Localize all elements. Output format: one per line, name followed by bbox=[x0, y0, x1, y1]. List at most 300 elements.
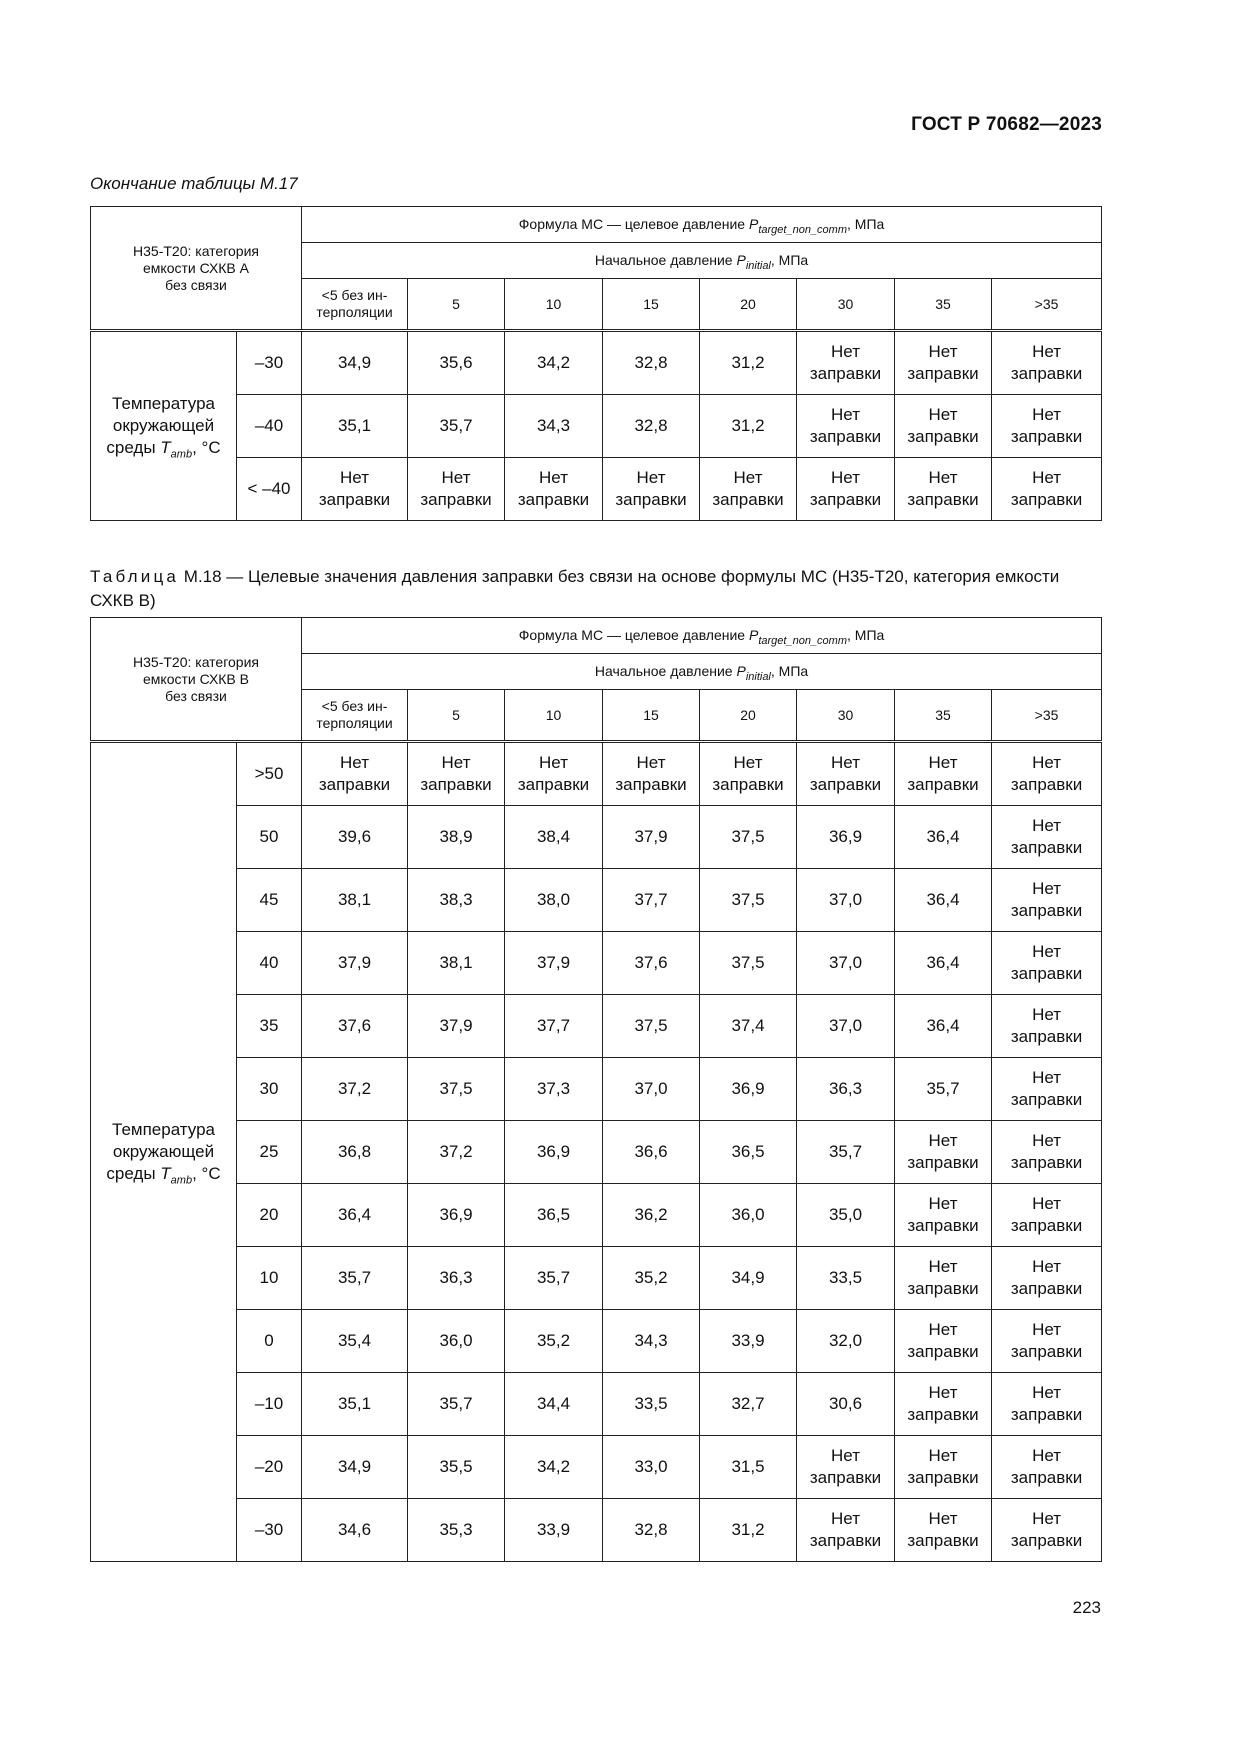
no-refuel-cell bbox=[895, 1499, 992, 1562]
no-refuel-line: заправки bbox=[1010, 1405, 1083, 1424]
no-refuel-line: Нет bbox=[831, 753, 860, 772]
temperature-cell: 45 bbox=[237, 869, 302, 932]
no-refuel-line: Нет bbox=[831, 468, 860, 487]
column-header: 35 bbox=[895, 690, 992, 742]
initial-pressure-subscript: initial bbox=[745, 670, 771, 683]
header-row bbox=[91, 618, 1102, 654]
initial-pressure-prefix: Начальное давление bbox=[594, 663, 737, 679]
temperature-cell: 30 bbox=[237, 1058, 302, 1121]
no-refuel-cell bbox=[992, 1436, 1102, 1499]
value-cell: 37,9 bbox=[505, 932, 603, 995]
corner-header-line: емкости СХКВ В bbox=[143, 670, 249, 687]
initial-pressure-symbol: P bbox=[736, 663, 746, 679]
corner-header-line: Н35-Т20: категория bbox=[133, 242, 259, 259]
no-refuel-cell bbox=[992, 932, 1102, 995]
temperature-cell: < –40 bbox=[237, 458, 302, 521]
formula-header-cell bbox=[302, 618, 1102, 654]
no-refuel-line: заправки bbox=[1010, 364, 1083, 383]
no-refuel-line: заправки bbox=[1010, 1090, 1083, 1109]
initial-pressure-suffix: , МПа bbox=[770, 252, 809, 268]
column-header bbox=[302, 279, 408, 331]
column-header: 15 bbox=[603, 279, 700, 331]
no-refuel-cell bbox=[603, 458, 700, 521]
value-cell: 36,5 bbox=[700, 1121, 797, 1184]
no-refuel-line: заправки bbox=[420, 775, 492, 794]
value-cell: 36,2 bbox=[603, 1184, 700, 1247]
no-refuel-cell bbox=[992, 1499, 1102, 1562]
table-row bbox=[91, 742, 1102, 806]
formula-subscript: target_non_comm bbox=[758, 634, 848, 647]
no-refuel-line: заправки bbox=[809, 427, 882, 446]
no-refuel-line: заправки bbox=[1010, 427, 1083, 446]
no-refuel-cell bbox=[992, 1058, 1102, 1121]
no-refuel-line: Нет bbox=[928, 1257, 958, 1276]
no-refuel-line: заправки bbox=[318, 775, 391, 794]
value-cell: 37,0 bbox=[603, 1058, 700, 1121]
no-refuel-cell bbox=[992, 1184, 1102, 1247]
no-refuel-line: Нет bbox=[928, 1446, 958, 1465]
no-refuel-line: Нет bbox=[928, 468, 958, 487]
no-refuel-line: Нет bbox=[928, 1194, 958, 1213]
value-cell: 36,4 bbox=[895, 869, 992, 932]
value-cell: 37,3 bbox=[505, 1058, 603, 1121]
value-cell: 37,6 bbox=[603, 932, 700, 995]
value-cell: 31,2 bbox=[700, 331, 797, 395]
formula-suffix: , МПа bbox=[847, 627, 885, 643]
value-cell: 34,9 bbox=[302, 331, 408, 395]
formula-subscript: target_non_comm bbox=[758, 223, 848, 236]
value-cell: 36,9 bbox=[505, 1121, 603, 1184]
no-refuel-line: Нет bbox=[1032, 1005, 1062, 1024]
table-row bbox=[91, 331, 1102, 395]
value-cell: 37,2 bbox=[302, 1058, 408, 1121]
no-refuel-line: заправки bbox=[712, 775, 784, 794]
table-row bbox=[91, 1121, 1102, 1184]
no-refuel-cell bbox=[992, 331, 1102, 395]
row-header-subscript: amb bbox=[170, 1174, 193, 1187]
no-refuel-cell bbox=[992, 1373, 1102, 1436]
value-cell: 34,6 bbox=[302, 1499, 408, 1562]
no-refuel-cell bbox=[797, 742, 895, 806]
no-refuel-line: Нет bbox=[1032, 879, 1062, 898]
column-header: 10 bbox=[505, 690, 603, 742]
row-header-symbol: T bbox=[160, 438, 171, 457]
table-row bbox=[91, 1058, 1102, 1121]
value-cell: 36,4 bbox=[895, 806, 992, 869]
column-header: >35 bbox=[992, 690, 1102, 742]
value-cell: 37,2 bbox=[408, 1121, 505, 1184]
no-refuel-line: Нет bbox=[831, 1509, 860, 1528]
no-refuel-line: Нет bbox=[340, 753, 369, 772]
value-cell: 37,9 bbox=[302, 932, 408, 995]
value-cell: 36,9 bbox=[797, 806, 895, 869]
no-refuel-line: заправки bbox=[907, 490, 979, 509]
row-header-subscript: amb bbox=[170, 448, 193, 461]
no-refuel-line: заправки bbox=[615, 490, 687, 509]
no-refuel-line: Нет bbox=[1032, 1509, 1062, 1528]
value-cell: 37,5 bbox=[700, 869, 797, 932]
temperature-cell: 20 bbox=[237, 1184, 302, 1247]
value-cell: 35,1 bbox=[302, 395, 408, 458]
no-refuel-line: Нет bbox=[340, 468, 369, 487]
value-cell: 31,2 bbox=[700, 1499, 797, 1562]
header-row bbox=[91, 207, 1102, 243]
row-header-line: Температура bbox=[112, 394, 215, 413]
no-refuel-line: заправки bbox=[1010, 901, 1083, 920]
value-cell: 37,5 bbox=[700, 806, 797, 869]
no-refuel-line: заправки bbox=[1010, 1153, 1083, 1172]
value-cell: 32,8 bbox=[603, 395, 700, 458]
initial-pressure-symbol: P bbox=[736, 252, 746, 268]
no-refuel-line: Нет bbox=[1032, 1383, 1062, 1402]
no-refuel-line: заправки bbox=[907, 364, 979, 383]
row-header-suffix: , °С bbox=[192, 438, 221, 457]
no-refuel-cell bbox=[895, 1121, 992, 1184]
no-refuel-cell bbox=[992, 1121, 1102, 1184]
value-cell: 36,4 bbox=[302, 1184, 408, 1247]
no-refuel-line: Нет bbox=[928, 753, 958, 772]
value-cell: 37,7 bbox=[603, 869, 700, 932]
no-refuel-cell bbox=[992, 395, 1102, 458]
value-cell: 35,7 bbox=[797, 1121, 895, 1184]
value-cell: 34,2 bbox=[505, 331, 603, 395]
formula-prefix: Формула МС — целевое давление bbox=[518, 627, 749, 643]
row-header-symbol: T bbox=[160, 1164, 171, 1183]
value-cell: 35,6 bbox=[408, 331, 505, 395]
no-refuel-line: заправки bbox=[907, 1216, 979, 1235]
value-cell: 35,7 bbox=[895, 1058, 992, 1121]
table-row bbox=[91, 869, 1102, 932]
no-refuel-line: Нет bbox=[636, 753, 666, 772]
column-header-line: <5 без ин- bbox=[321, 287, 388, 303]
column-header bbox=[302, 690, 408, 742]
no-refuel-cell bbox=[797, 458, 895, 521]
no-refuel-line: заправки bbox=[1010, 490, 1083, 509]
no-refuel-line: Нет bbox=[928, 342, 958, 361]
value-cell: 38,1 bbox=[408, 932, 505, 995]
no-refuel-cell bbox=[992, 995, 1102, 1058]
no-refuel-cell bbox=[797, 1436, 895, 1499]
value-cell: 33,9 bbox=[505, 1499, 603, 1562]
value-cell: 35,2 bbox=[505, 1310, 603, 1373]
value-cell: 37,7 bbox=[505, 995, 603, 1058]
no-refuel-line: заправки bbox=[907, 775, 979, 794]
no-refuel-line: заправки bbox=[1010, 838, 1083, 857]
no-refuel-line: Нет bbox=[1032, 816, 1062, 835]
value-cell: 32,0 bbox=[797, 1310, 895, 1373]
no-refuel-line: заправки bbox=[907, 1531, 979, 1550]
no-refuel-line: Нет bbox=[441, 753, 471, 772]
column-header: 20 bbox=[700, 690, 797, 742]
value-cell: 37,0 bbox=[797, 869, 895, 932]
temperature-cell: –30 bbox=[237, 1499, 302, 1562]
no-refuel-cell bbox=[992, 458, 1102, 521]
value-cell: 31,5 bbox=[700, 1436, 797, 1499]
no-refuel-cell bbox=[895, 1247, 992, 1310]
no-refuel-line: Нет bbox=[539, 753, 568, 772]
no-refuel-line: заправки bbox=[1010, 1531, 1083, 1550]
no-refuel-cell bbox=[408, 458, 505, 521]
value-cell: 35,2 bbox=[603, 1247, 700, 1310]
no-refuel-line: Нет bbox=[1032, 1446, 1062, 1465]
no-refuel-line: заправки bbox=[809, 775, 882, 794]
no-refuel-line: Нет bbox=[1032, 405, 1062, 424]
no-refuel-line: заправки bbox=[1010, 1342, 1083, 1361]
column-header-line: терполяции bbox=[316, 715, 393, 731]
value-cell: 38,9 bbox=[408, 806, 505, 869]
value-cell: 37,9 bbox=[603, 806, 700, 869]
value-cell: 34,4 bbox=[505, 1373, 603, 1436]
table-title: М.18 — Целевые значения давления заправки без связи на основе формулы МС (Н35-Т20, категория емкости СХКВ В) bbox=[90, 567, 1060, 610]
formula-prefix: Формула МС — целевое давление bbox=[518, 216, 749, 232]
no-refuel-cell bbox=[700, 458, 797, 521]
no-refuel-line: Нет bbox=[831, 1446, 860, 1465]
no-refuel-line: заправки bbox=[1010, 964, 1083, 983]
no-refuel-line: Нет bbox=[928, 1320, 958, 1339]
row-header-prefix: среды bbox=[106, 438, 161, 457]
table-m18 bbox=[90, 617, 1102, 1562]
no-refuel-line: заправки bbox=[809, 490, 882, 509]
no-refuel-cell bbox=[895, 1310, 992, 1373]
no-refuel-cell bbox=[505, 458, 603, 521]
temperature-cell: –30 bbox=[237, 331, 302, 395]
table-row bbox=[91, 806, 1102, 869]
no-refuel-cell bbox=[797, 1499, 895, 1562]
no-refuel-line: Нет bbox=[733, 468, 763, 487]
table-18-caption bbox=[90, 565, 1101, 613]
no-refuel-cell bbox=[603, 742, 700, 806]
value-cell: 37,0 bbox=[797, 932, 895, 995]
no-refuel-line: заправки bbox=[1010, 1027, 1083, 1046]
value-cell: 36,0 bbox=[700, 1184, 797, 1247]
temperature-cell: –20 bbox=[237, 1436, 302, 1499]
row-header-line: окружающей bbox=[112, 416, 215, 435]
table-row bbox=[91, 458, 1102, 521]
column-header-line: <5 без ин- bbox=[321, 698, 388, 714]
no-refuel-line: заправки bbox=[1010, 1279, 1083, 1298]
no-refuel-line: Нет bbox=[539, 468, 568, 487]
value-cell: 35,3 bbox=[408, 1499, 505, 1562]
value-cell: 34,9 bbox=[302, 1436, 408, 1499]
table-label: Таблица bbox=[90, 567, 180, 586]
table-row bbox=[91, 395, 1102, 458]
value-cell: 34,9 bbox=[700, 1247, 797, 1310]
no-refuel-line: Нет bbox=[441, 468, 471, 487]
temperature-cell: 25 bbox=[237, 1121, 302, 1184]
no-refuel-line: Нет bbox=[1032, 1194, 1062, 1213]
no-refuel-line: заправки bbox=[712, 490, 784, 509]
initial-pressure-subscript: initial bbox=[745, 259, 771, 272]
value-cell: 36,9 bbox=[700, 1058, 797, 1121]
formula-symbol: P bbox=[749, 627, 759, 643]
row-header-line: окружающей bbox=[112, 1142, 215, 1161]
no-refuel-line: заправки bbox=[907, 1279, 979, 1298]
value-cell: 36,5 bbox=[505, 1184, 603, 1247]
row-header-line: Температура bbox=[112, 1120, 215, 1139]
corner-header-line: без связи bbox=[165, 276, 227, 293]
value-cell: 35,7 bbox=[302, 1247, 408, 1310]
value-cell: 35,0 bbox=[797, 1184, 895, 1247]
no-refuel-cell bbox=[895, 331, 992, 395]
initial-pressure-suffix: , МПа bbox=[770, 663, 809, 679]
table-row bbox=[91, 1373, 1102, 1436]
value-cell: 37,5 bbox=[700, 932, 797, 995]
table-row bbox=[91, 1310, 1102, 1373]
no-refuel-cell bbox=[797, 331, 895, 395]
no-refuel-cell bbox=[408, 742, 505, 806]
temperature-row-header bbox=[91, 331, 237, 521]
no-refuel-cell bbox=[992, 742, 1102, 806]
value-cell: 34,2 bbox=[505, 1436, 603, 1499]
no-refuel-line: Нет bbox=[1032, 342, 1062, 361]
row-header-suffix: , °С bbox=[192, 1164, 221, 1183]
value-cell: 35,7 bbox=[505, 1247, 603, 1310]
value-cell: 38,3 bbox=[408, 869, 505, 932]
formula-suffix: , МПа bbox=[847, 216, 885, 232]
temperature-cell: –10 bbox=[237, 1373, 302, 1436]
no-refuel-line: Нет bbox=[1032, 468, 1062, 487]
no-refuel-line: Нет bbox=[636, 468, 666, 487]
no-refuel-line: заправки bbox=[517, 490, 590, 509]
no-refuel-line: Нет bbox=[928, 405, 958, 424]
no-refuel-line: Нет bbox=[1032, 1257, 1062, 1276]
corner-header-line: без связи bbox=[165, 687, 227, 704]
temperature-cell: 0 bbox=[237, 1310, 302, 1373]
value-cell: 36,8 bbox=[302, 1121, 408, 1184]
initial-pressure-header-cell bbox=[302, 243, 1102, 279]
column-header-line: терполяции bbox=[316, 304, 393, 320]
no-refuel-cell bbox=[992, 869, 1102, 932]
no-refuel-line: заправки bbox=[809, 1531, 882, 1550]
no-refuel-line: Нет bbox=[1032, 1131, 1062, 1150]
value-cell: 31,2 bbox=[700, 395, 797, 458]
value-cell: 33,5 bbox=[603, 1373, 700, 1436]
no-refuel-cell bbox=[302, 458, 408, 521]
table-row bbox=[91, 932, 1102, 995]
column-header: 5 bbox=[408, 690, 505, 742]
temperature-cell: –40 bbox=[237, 395, 302, 458]
value-cell: 33,0 bbox=[603, 1436, 700, 1499]
column-header: 15 bbox=[603, 690, 700, 742]
no-refuel-cell bbox=[797, 395, 895, 458]
table-row bbox=[91, 1184, 1102, 1247]
value-cell: 37,5 bbox=[603, 995, 700, 1058]
no-refuel-line: Нет bbox=[928, 1383, 958, 1402]
value-cell: 35,4 bbox=[302, 1310, 408, 1373]
value-cell: 36,0 bbox=[408, 1310, 505, 1373]
value-cell: 36,3 bbox=[797, 1058, 895, 1121]
no-refuel-line: заправки bbox=[318, 490, 391, 509]
no-refuel-line: заправки bbox=[615, 775, 687, 794]
no-refuel-cell bbox=[895, 458, 992, 521]
value-cell: 39,6 bbox=[302, 806, 408, 869]
initial-pressure-prefix: Начальное давление bbox=[594, 252, 737, 268]
corner-header-line: Н35-Т20: категория bbox=[133, 653, 259, 670]
no-refuel-line: Нет bbox=[1032, 1320, 1062, 1339]
value-cell: 30,6 bbox=[797, 1373, 895, 1436]
no-refuel-line: заправки bbox=[420, 490, 492, 509]
value-cell: 37,6 bbox=[302, 995, 408, 1058]
no-refuel-line: Нет bbox=[928, 1509, 958, 1528]
temperature-cell: 35 bbox=[237, 995, 302, 1058]
value-cell: 33,5 bbox=[797, 1247, 895, 1310]
column-header: 30 bbox=[797, 690, 895, 742]
table-row bbox=[91, 1436, 1102, 1499]
no-refuel-cell bbox=[505, 742, 603, 806]
value-cell: 36,4 bbox=[895, 995, 992, 1058]
row-header-line bbox=[93, 437, 234, 459]
value-cell: 38,4 bbox=[505, 806, 603, 869]
value-cell: 35,5 bbox=[408, 1436, 505, 1499]
no-refuel-cell bbox=[992, 1310, 1102, 1373]
no-refuel-cell bbox=[895, 1436, 992, 1499]
value-cell: 36,6 bbox=[603, 1121, 700, 1184]
no-refuel-line: Нет bbox=[733, 753, 763, 772]
value-cell: 32,7 bbox=[700, 1373, 797, 1436]
value-cell: 36,9 bbox=[408, 1184, 505, 1247]
no-refuel-line: Нет bbox=[1032, 1068, 1062, 1087]
value-cell: 35,1 bbox=[302, 1373, 408, 1436]
table-row bbox=[91, 1247, 1102, 1310]
no-refuel-cell bbox=[895, 1184, 992, 1247]
corner-header-cell bbox=[91, 618, 302, 742]
no-refuel-cell bbox=[700, 742, 797, 806]
no-refuel-cell bbox=[302, 742, 408, 806]
table-17-continuation-caption: Окончание таблицы М.17 bbox=[90, 174, 298, 193]
column-header: 5 bbox=[408, 279, 505, 331]
no-refuel-cell bbox=[992, 1247, 1102, 1310]
value-cell: 33,9 bbox=[700, 1310, 797, 1373]
formula-header-cell bbox=[302, 207, 1102, 243]
value-cell: 37,0 bbox=[797, 995, 895, 1058]
temperature-row-header bbox=[91, 742, 237, 1562]
no-refuel-line: заправки bbox=[907, 1153, 979, 1172]
no-refuel-cell bbox=[895, 1373, 992, 1436]
no-refuel-line: Нет bbox=[1032, 942, 1062, 961]
row-header-prefix: среды bbox=[106, 1164, 161, 1183]
page-number: 223 bbox=[1072, 1598, 1101, 1617]
value-cell: 36,4 bbox=[895, 932, 992, 995]
no-refuel-line: заправки bbox=[907, 1342, 979, 1361]
document-code: ГОСТ Р 70682—2023 bbox=[911, 114, 1102, 135]
corner-header-line: емкости СХКВ А bbox=[143, 259, 249, 276]
formula-symbol: P bbox=[749, 216, 759, 232]
table-row bbox=[91, 995, 1102, 1058]
no-refuel-line: Нет bbox=[928, 1131, 958, 1150]
column-header: 35 bbox=[895, 279, 992, 331]
value-cell: 34,3 bbox=[603, 1310, 700, 1373]
row-header-line bbox=[93, 1163, 234, 1185]
value-cell: 37,9 bbox=[408, 995, 505, 1058]
initial-pressure-header-cell bbox=[302, 654, 1102, 690]
value-cell: 32,8 bbox=[603, 1499, 700, 1562]
column-header: 10 bbox=[505, 279, 603, 331]
value-cell: 38,1 bbox=[302, 869, 408, 932]
value-cell: 34,3 bbox=[505, 395, 603, 458]
value-cell: 35,7 bbox=[408, 1373, 505, 1436]
no-refuel-line: заправки bbox=[809, 1468, 882, 1487]
no-refuel-line: Нет bbox=[831, 405, 860, 424]
value-cell: 36,3 bbox=[408, 1247, 505, 1310]
value-cell: 38,0 bbox=[505, 869, 603, 932]
no-refuel-line: заправки bbox=[1010, 775, 1083, 794]
no-refuel-cell bbox=[992, 806, 1102, 869]
column-header: 30 bbox=[797, 279, 895, 331]
no-refuel-line: Нет bbox=[1032, 753, 1062, 772]
no-refuel-line: заправки bbox=[907, 1468, 979, 1487]
temperature-cell: 40 bbox=[237, 932, 302, 995]
column-header: 20 bbox=[700, 279, 797, 331]
